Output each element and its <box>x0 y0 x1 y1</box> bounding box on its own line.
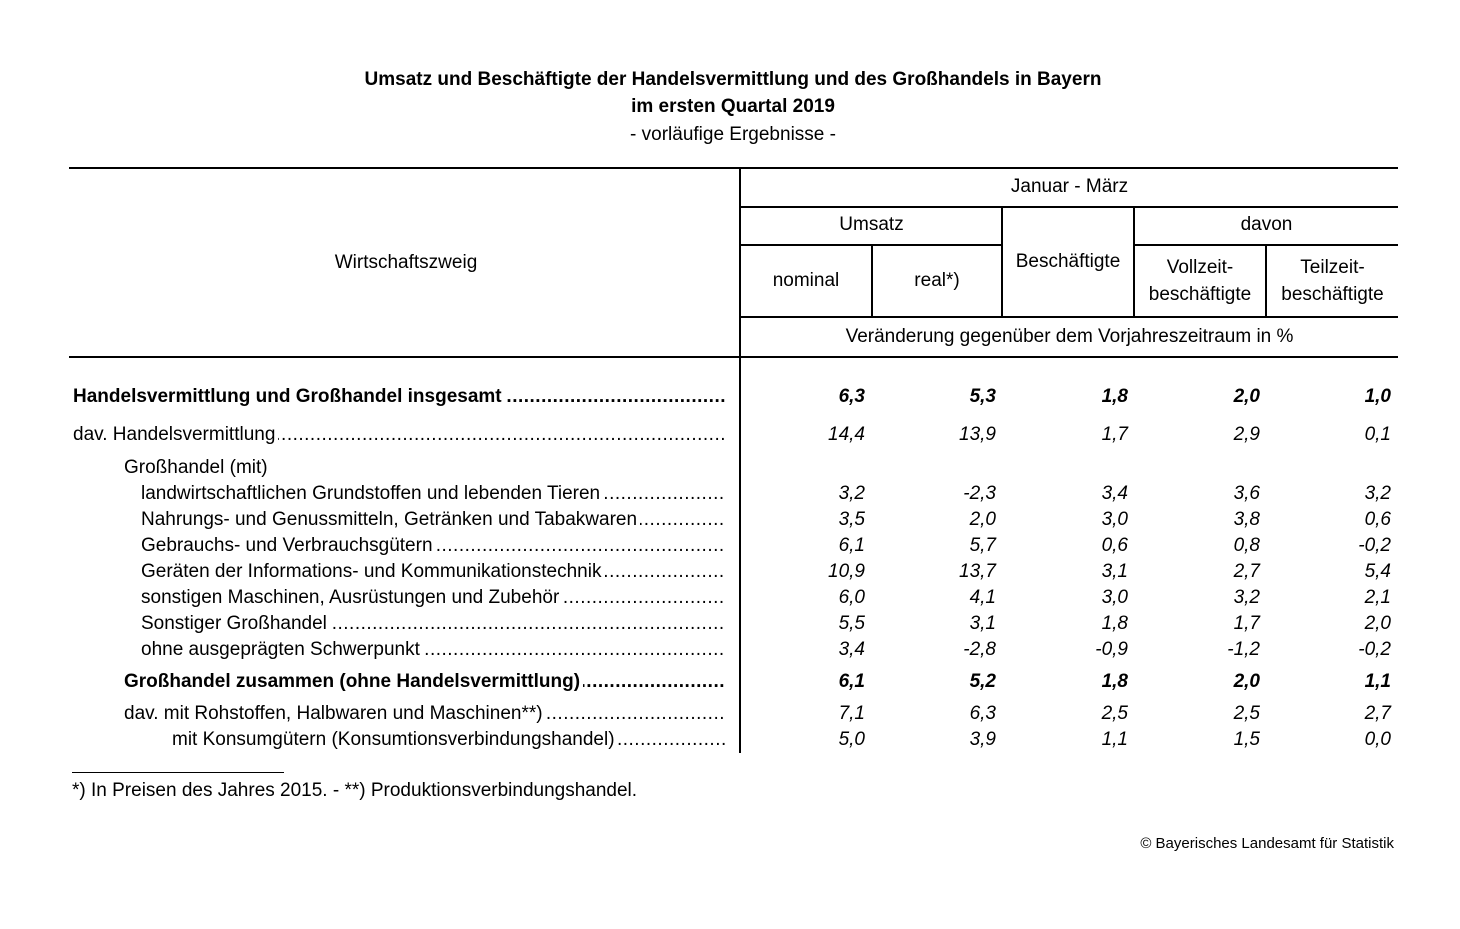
row-value: 1,7 <box>1233 613 1260 634</box>
row-value: 5,5 <box>838 613 865 634</box>
row-label-text: ohne ausgeprägten Schwerpunkt <box>141 639 423 660</box>
row-label-text: dav. mit Rohstoffen, Halbwaren und Maschinen**) <box>124 703 546 724</box>
row-value: 0,6 <box>1101 535 1128 556</box>
header-umsatz: Umsatz <box>839 214 904 235</box>
row-value: 3,0 <box>1101 587 1128 608</box>
row-value: 3,2 <box>1233 587 1260 608</box>
row-label-text: dav. Handelsvermittlung <box>73 424 278 445</box>
header-vollzeit-line2: beschäftigte <box>1148 284 1252 305</box>
row-label <box>141 611 725 637</box>
row-value: 1,8 <box>1101 671 1128 692</box>
row-value: 3,0 <box>1101 509 1128 530</box>
header-rule-period <box>740 206 1398 208</box>
row-value: 1,5 <box>1233 729 1260 750</box>
row-value: 1,0 <box>1364 386 1391 407</box>
row-value: 0,6 <box>1364 509 1391 530</box>
row-value: 3,9 <box>969 729 996 750</box>
header-unit: Veränderung gegenüber dem Vorjahreszeitraum in % <box>845 326 1294 347</box>
row-label <box>73 384 725 410</box>
row-value: 2,0 <box>1233 386 1260 407</box>
row-value: 3,6 <box>1233 483 1260 504</box>
row-value: 1,1 <box>1364 671 1391 692</box>
row-value: -0,2 <box>1358 639 1391 660</box>
row-label-text: Handelsvermittlung und Großhandel insgesamt <box>73 386 505 407</box>
table-subtitle: im ersten Quartal 2019 <box>631 96 835 117</box>
row-value: 5,0 <box>838 729 865 750</box>
row-label <box>124 701 725 727</box>
row-value: 2,5 <box>1233 703 1260 724</box>
table-row <box>0 701 1460 727</box>
row-label-text: Großhandel (mit) <box>124 457 271 478</box>
table-row <box>0 637 1460 663</box>
row-label <box>141 559 725 585</box>
header-nominal: nominal <box>772 270 840 291</box>
table-row <box>0 727 1460 753</box>
row-value: 2,0 <box>969 509 996 530</box>
table-row <box>0 481 1460 507</box>
row-label-text: Nahrungs- und Genussmitteln, Getränken und Tabakwaren <box>141 509 640 530</box>
table-row <box>0 533 1460 559</box>
row-value: 5,4 <box>1364 561 1391 582</box>
table-row <box>0 384 1460 410</box>
header-davon: davon <box>1240 214 1293 235</box>
row-value: 2,7 <box>1364 703 1391 724</box>
table-row <box>0 422 1460 448</box>
row-value: 3,8 <box>1233 509 1260 530</box>
row-label <box>124 455 725 481</box>
row-value: 6,3 <box>969 703 996 724</box>
row-value: 0,8 <box>1233 535 1260 556</box>
row-value: -0,9 <box>1095 639 1128 660</box>
row-value: 13,9 <box>959 424 996 445</box>
copyright: © Bayerisches Landesamt für Statistik <box>1140 835 1394 852</box>
row-value: 14,4 <box>828 424 865 445</box>
row-label <box>141 533 725 559</box>
row-label <box>141 585 725 611</box>
table-row <box>0 507 1460 533</box>
header-vollzeit-line1: Vollzeit- <box>1166 257 1234 278</box>
header-real: real*) <box>914 270 960 291</box>
row-value: 6,1 <box>838 671 865 692</box>
row-value: 2,1 <box>1364 587 1391 608</box>
table-top-rule <box>69 167 1398 169</box>
row-value: 3,2 <box>838 483 865 504</box>
header-teilzeit-line1: Teilzeit- <box>1300 257 1365 278</box>
row-value: 3,4 <box>838 639 865 660</box>
row-value: 3,2 <box>1364 483 1391 504</box>
footnote-rule <box>72 772 284 773</box>
row-value: 1,1 <box>1101 729 1128 750</box>
row-label <box>73 422 725 448</box>
table-note: - vorläufige Ergebnisse - <box>630 124 836 145</box>
row-value: 1,8 <box>1101 613 1128 634</box>
row-label <box>141 481 725 507</box>
table-row <box>0 611 1460 637</box>
row-label <box>141 507 725 533</box>
row-value: 13,7 <box>959 561 996 582</box>
row-value: 3,5 <box>838 509 865 530</box>
header-rule-sub <box>740 316 1398 318</box>
row-value: 3,1 <box>1101 561 1128 582</box>
header-teilzeit-line2: beschäftigte <box>1281 284 1384 305</box>
row-value: 5,7 <box>969 535 996 556</box>
table-title: Umsatz und Beschäftigte der Handelsvermittlung und des Großhandels in Bayern <box>364 69 1102 90</box>
row-value: 4,1 <box>969 587 996 608</box>
row-value: -2,8 <box>963 639 996 660</box>
row-label-text: Gebrauchs- und Verbrauchsgütern <box>141 535 436 556</box>
row-label-text: sonstigen Maschinen, Ausrüstungen und Zubehör <box>141 587 562 608</box>
table-row <box>0 669 1460 695</box>
row-value: 6,3 <box>838 386 865 407</box>
row-value: -2,3 <box>963 483 996 504</box>
table-row <box>0 455 1460 481</box>
table-row <box>0 559 1460 585</box>
row-label <box>141 637 725 663</box>
row-value: -1,2 <box>1227 639 1260 660</box>
header-wirtschaftszweig: Wirtschaftszweig <box>334 252 478 273</box>
row-value: 2,7 <box>1233 561 1260 582</box>
row-value: 5,2 <box>969 671 996 692</box>
row-value: 5,3 <box>969 386 996 407</box>
row-value: -0,2 <box>1358 535 1391 556</box>
row-label-text: Geräten der Informations- und Kommunikationstechnik <box>141 561 604 582</box>
row-value: 2,0 <box>1364 613 1391 634</box>
header-teilzeit <box>1267 254 1398 308</box>
row-value: 1,8 <box>1101 386 1128 407</box>
row-label-text: Großhandel zusammen (ohne Handelsvermittlung) <box>124 671 583 692</box>
row-label-text: Sonstiger Großhandel <box>141 613 330 634</box>
row-value: 7,1 <box>838 703 865 724</box>
row-value: 2,9 <box>1233 424 1260 445</box>
row-label-text: landwirtschaftlichen Grundstoffen und lebenden Tieren <box>141 483 603 504</box>
row-value: 2,5 <box>1101 703 1128 724</box>
header-beschaeftigte: Beschäftigte <box>1015 251 1121 272</box>
row-value: 0,0 <box>1364 729 1391 750</box>
row-value: 10,9 <box>828 561 865 582</box>
row-value: 1,7 <box>1101 424 1128 445</box>
row-value: 3,1 <box>969 613 996 634</box>
table-row <box>0 585 1460 611</box>
row-label <box>124 669 725 695</box>
header-bottom-rule <box>69 356 1398 358</box>
row-value: 6,1 <box>838 535 865 556</box>
row-value: 2,0 <box>1233 671 1260 692</box>
row-label <box>172 727 725 753</box>
header-period: Januar - März <box>1010 176 1129 197</box>
row-value: 6,0 <box>838 587 865 608</box>
row-value: 0,1 <box>1364 424 1391 445</box>
row-label-text: mit Konsumgütern (Konsumtionsverbindungshandel) <box>172 729 618 750</box>
footnote: *) In Preisen des Jahres 2015. - **) Produktionsverbindungshandel. <box>72 780 638 801</box>
header-vollzeit <box>1135 254 1265 308</box>
row-value: 3,4 <box>1101 483 1128 504</box>
